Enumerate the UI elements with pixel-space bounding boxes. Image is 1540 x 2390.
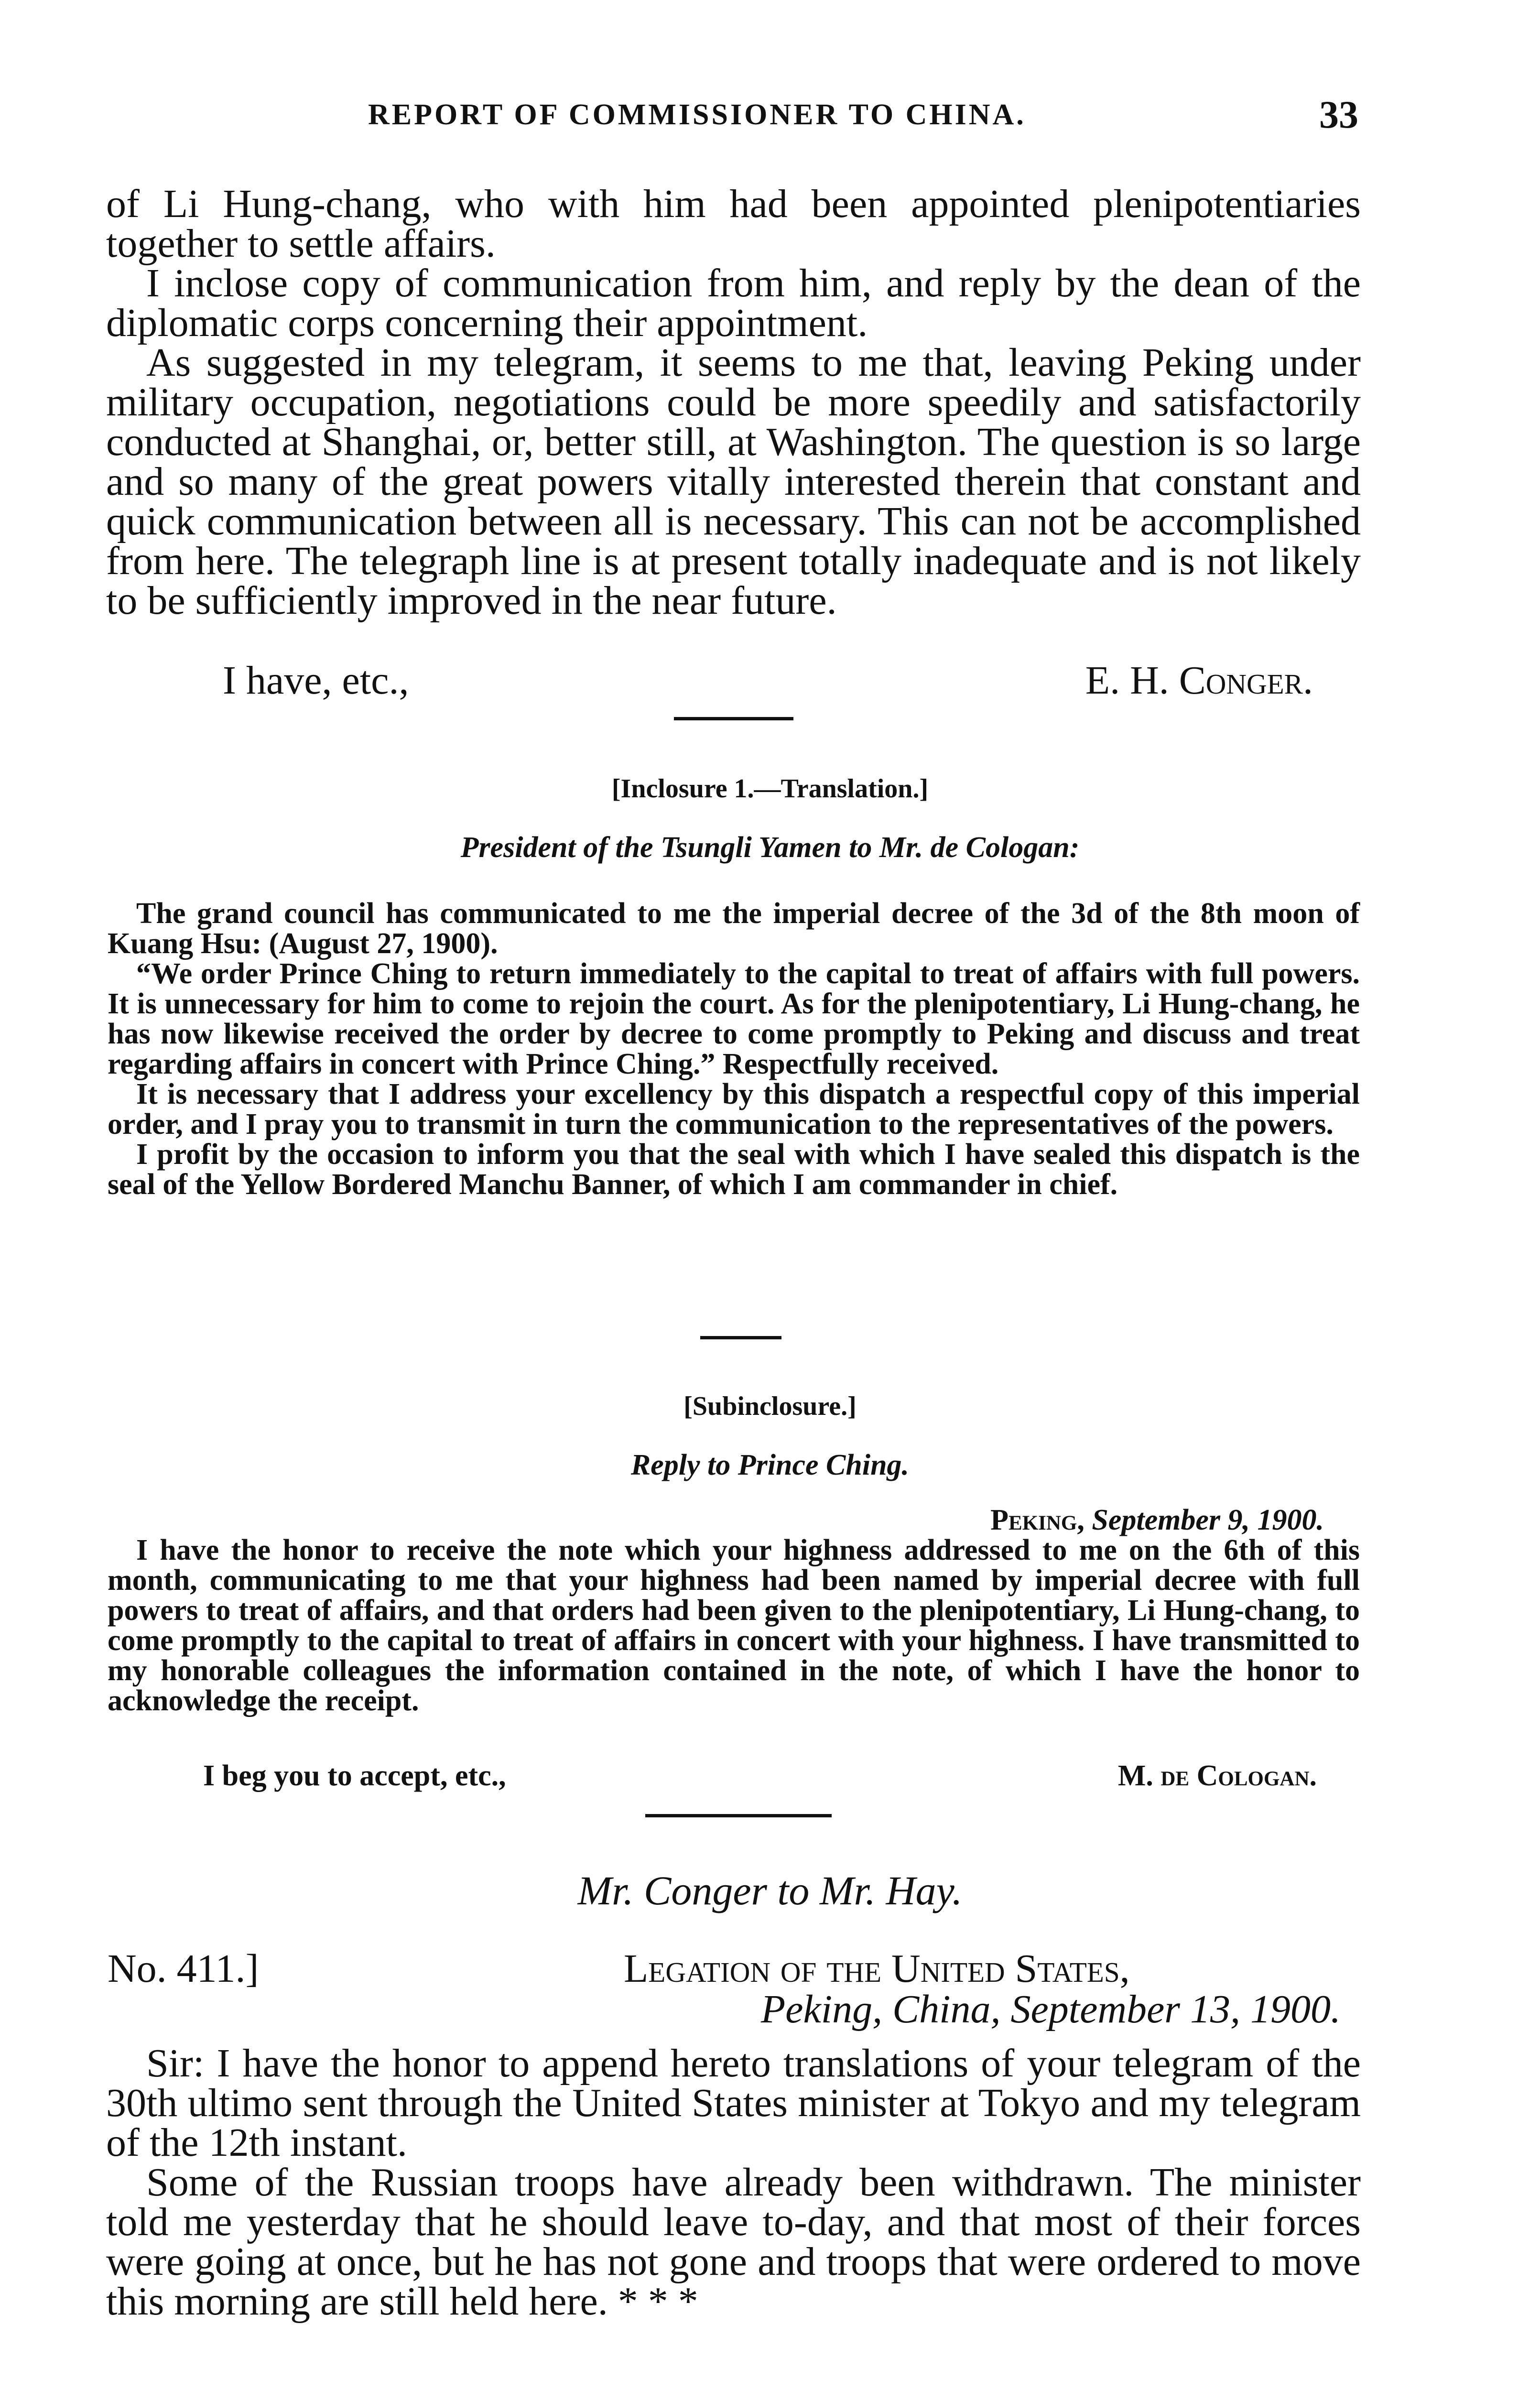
letter-signature-row — [106, 657, 1361, 705]
subinclosure-signature-row — [108, 1759, 1360, 1797]
dispatch-body — [106, 2041, 1361, 2324]
page-header — [0, 93, 1540, 146]
legation-name: Legation of the United States, — [624, 1946, 1130, 1991]
paragraph: of Li Hung-chang, who with him had been appointed plenipotentiaries together to settle affairs. — [106, 182, 1361, 266]
legation-place-date: Peking, China, September 13, 1900. — [760, 1987, 1341, 2032]
dispatch-number: No. 411.] — [108, 1946, 259, 1991]
paragraph: “We order Prince Ching to return immediately to the capital to treat of affairs with full powers. It is unnecessary for him to come to rejoin the court. As for the plenipotentiary, Li Hung-chang, he has now likewise received the order by decree to come promptly to Peking and discuss and treat regarding affairs in concert with Prince Ching.” Respectfully received. — [108, 957, 1360, 1080]
running-title: REPORT OF COMMISSIONER TO CHINA. — [368, 98, 1026, 131]
subinclosure-closing: I beg you to accept, etc., — [203, 1760, 506, 1792]
paragraph: I inclose copy of communication from him, and reply by the dean of the diplomatic corps concerning their appointment. — [106, 261, 1361, 345]
subinclosure-title: Reply to Prince Ching. — [630, 1449, 910, 1481]
paragraph: The grand council has communicated to me the imperial decree of the 3d of the 8th moon of Kuang Hsu: (August 27, 1900). — [108, 897, 1360, 960]
inclosure-label: [Inclosure 1.—Translation.] — [611, 774, 929, 804]
section-divider — [700, 1336, 781, 1339]
dateline-place: Peking, — [990, 1504, 1085, 1536]
subinclosure-signer: M. de Cologan. — [1117, 1760, 1317, 1792]
paragraph: As suggested in my telegram, it seems to me that, leaving Peking under military occupation, negotiations could be more speedily and satisfactorily conducted at Shanghai, or, better still, at Washington. The question is so large and so many of the great powers vitally interested therein that constant and quick communication between all is necessary. This can not be accomplished from here. The telegraph line is at present totally inadequate and is not likely to be sufficiently improved in the near future. — [106, 340, 1361, 623]
letter-closing: I have, etc., — [223, 658, 409, 703]
subinclosure-dateline — [108, 1503, 1324, 1537]
paragraph: Sir: I have the honor to append hereto translations of your telegram of the 30th ultimo sent through the United States minister at Tokyo and my telegram of the 12th instant. — [106, 2041, 1361, 2165]
section-divider — [645, 1814, 832, 1817]
paragraph: It is necessary that I address your excellency by this dispatch a respectful copy of this imperial order, and I pray you to transmit in turn the communication to the representatives of the powers. — [108, 1078, 1360, 1141]
dateline-date: September 9, 1900. — [1092, 1504, 1324, 1536]
section-divider — [674, 717, 793, 720]
page-number: 33 — [1319, 93, 1358, 136]
subinclosure-label: [Subinclosure.] — [683, 1391, 857, 1421]
paragraph: I profit by the occasion to inform you that the seal with which I have sealed this dispatch is the seal of the Yellow Bordered Manchu Banner, of which I am commander in chief. — [108, 1138, 1360, 1201]
inclosure-title: President of the Tsungli Yamen to Mr. de Cologan: — [460, 831, 1080, 864]
subinclosure-body — [108, 1535, 1360, 1716]
dispatch-header — [108, 1945, 1360, 2041]
inclosure-body — [108, 899, 1360, 1200]
dispatch-heading: Mr. Conger to Mr. Hay. — [577, 1868, 963, 1913]
paragraph: Some of the Russian troops have already been withdrawn. The minister told me yesterday that he should leave to-day, and that most of their forces were going at once, but he has not gone and troops that were ordered to move this morning are still held here. * * * — [106, 2160, 1361, 2324]
letter-continuation — [106, 182, 1361, 623]
letter-signer: E. H. Conger. — [1085, 658, 1313, 703]
paragraph: I have the honor to receive the note which your highness addressed to me on the 6th of this month, communicating to me that your highness had been named by imperial decree with full powers to treat of affairs, and that orders had been given to the plenipotentiary, Li Hung-chang, to come promptly to the capital to treat of affairs in concert with your highness. I have transmitted to my honorable colleagues the information contained in the note, of which I have the honor to acknowledge the receipt. — [108, 1534, 1360, 1717]
